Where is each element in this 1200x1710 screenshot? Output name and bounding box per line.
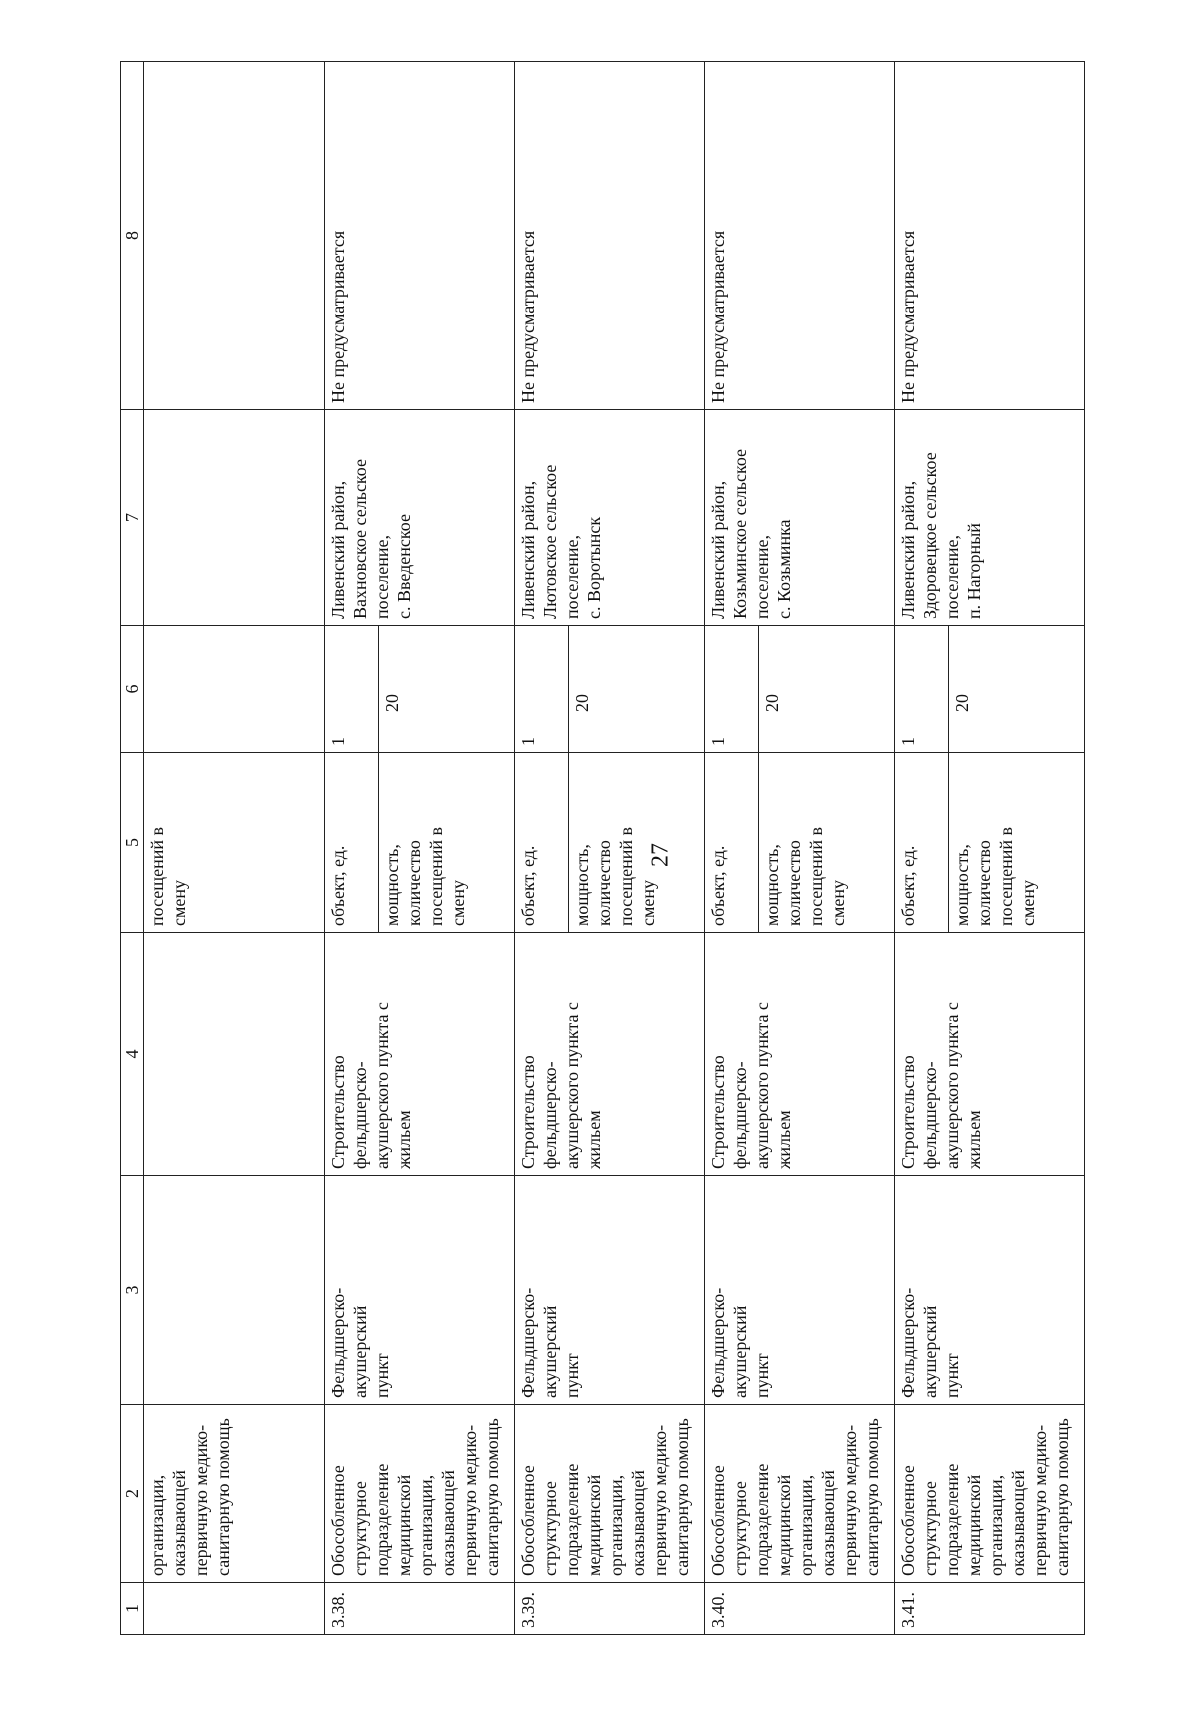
facility-location: Ливенский район, Вахновское сельское поселение, с. Введенское [325, 410, 515, 626]
facilities-table [120, 61, 1085, 1635]
page-number: 27 [647, 843, 674, 867]
facility-action: Строительство фельдшерско- акушерского пункта с жильем [325, 933, 515, 1176]
column-number: 4 [121, 933, 144, 1176]
facility-name: Обособленное структурное подразделение медицинской организации, оказывающей первичную медико- санитарную помощь [705, 1405, 895, 1583]
facility-location: Ливенский район, Лютовское сельское поселение, с. Воротынск [515, 410, 705, 626]
facility-name: Обособленное структурное подразделение медицинской организации, оказывающей первичную медико- санитарную помощь [895, 1405, 1085, 1583]
value-capacity: 20 [949, 626, 1085, 753]
zone-note: Не предусматривается [325, 62, 515, 410]
zone-note: Не предусматривается [515, 62, 705, 410]
facility-name: Обособленное структурное подразделение медицинской организации, оказывающей первичную медико- санитарную помощь [515, 1405, 705, 1583]
facility-action: Строительство фельдшерско- акушерского пункта с жильем [515, 933, 705, 1176]
continuation-row [144, 62, 325, 1635]
unit-capacity: мощность, количество посещений в смену [759, 753, 895, 933]
table-row [515, 62, 569, 1635]
cell-empty [144, 1176, 325, 1405]
cell-empty [144, 410, 325, 626]
name-continuation: организации, оказывающей первичную медико- санитарную помощь [144, 1405, 325, 1583]
zone-note: Не предусматривается [895, 62, 1085, 410]
column-number: 5 [121, 753, 144, 933]
cell-empty [144, 933, 325, 1176]
value-capacity: 20 [379, 626, 515, 753]
unit-capacity: мощность, количество посещений в смену [379, 753, 515, 933]
column-numbers-row [121, 62, 144, 1635]
value-capacity: 20 [759, 626, 895, 753]
row-number: 3.40. [705, 1583, 895, 1635]
value-object: 1 [515, 626, 569, 753]
facility-location: Ливенский район, Здоровецкое сельское поселение, п. Нагорный [895, 410, 1085, 626]
unit-object: объект, ед. [325, 753, 379, 933]
unit-object: объект, ед. [515, 753, 569, 933]
column-number: 2 [121, 1405, 144, 1583]
row-number: 3.39. [515, 1583, 705, 1635]
column-number: 3 [121, 1176, 144, 1405]
value-object: 1 [325, 626, 379, 753]
column-number: 8 [121, 62, 144, 410]
facility-action: Строительство фельдшерско- акушерского пункта с жильем [895, 933, 1085, 1176]
zone-note: Не предусматривается [705, 62, 895, 410]
table-row [325, 62, 379, 1635]
value-object: 1 [895, 626, 949, 753]
row-number: 3.41. [895, 1583, 1085, 1635]
facility-type: Фельдшерско- акушерский пункт [895, 1176, 1085, 1405]
facility-name: Обособленное структурное подразделение медицинской организации, оказывающей первичную медико- санитарную помощь [325, 1405, 515, 1583]
unit-capacity: мощность, количество посещений в смену [949, 753, 1085, 933]
value-object: 1 [705, 626, 759, 753]
unit-continuation: посещений в смену [144, 753, 325, 933]
column-number: 7 [121, 410, 144, 626]
value-capacity: 20 [569, 626, 705, 753]
facility-type: Фельдшерско- акушерский пункт [515, 1176, 705, 1405]
facility-type: Фельдшерско- акушерский пункт [705, 1176, 895, 1405]
facility-action: Строительство фельдшерско- акушерского пункта с жильем [705, 933, 895, 1176]
column-number: 1 [121, 1583, 144, 1635]
facility-location: Ливенский район, Козьминское сельское поселение, с. Козьминка [705, 410, 895, 626]
column-number: 6 [121, 626, 144, 753]
facility-type: Фельдшерско- акушерский пункт [325, 1176, 515, 1405]
unit-object: объект, ед. [705, 753, 759, 933]
cell-empty [144, 62, 325, 410]
table-row [895, 62, 949, 1635]
cell-empty [144, 626, 325, 753]
cell-empty [144, 1583, 325, 1635]
unit-capacity: мощность, количество посещений в смену [569, 753, 705, 933]
table-container [120, 62, 1072, 1635]
row-number: 3.38. [325, 1583, 515, 1635]
unit-object: объект, ед. [895, 753, 949, 933]
table-row [705, 62, 759, 1635]
